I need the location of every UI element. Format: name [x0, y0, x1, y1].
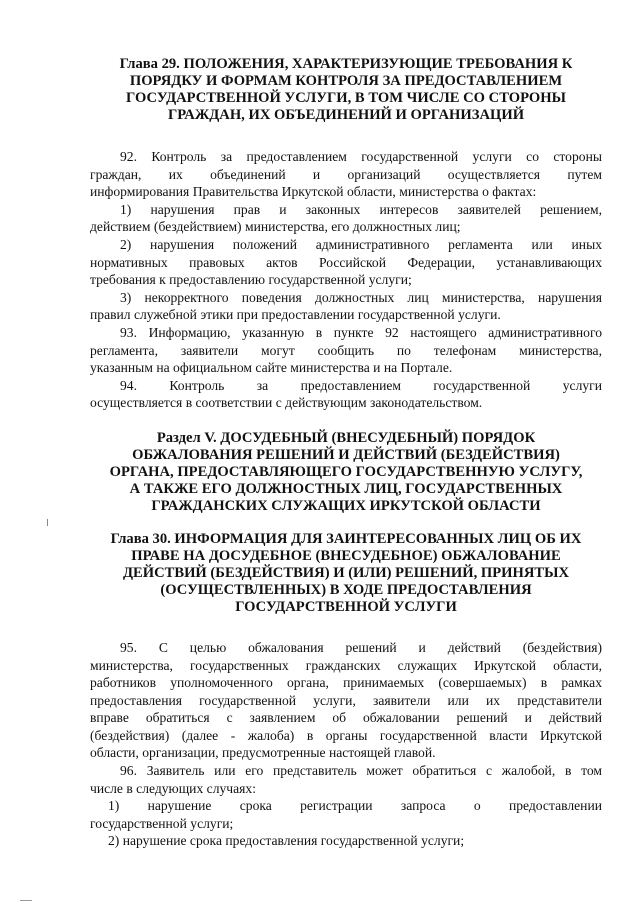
heading-line: ГРАЖДАНСКИХ СЛУЖАЩИХ ИРКУТСКОЙ ОБЛАСТИ [151, 497, 541, 514]
text-line: 93. Информацию, указанную в пункте 92 настоящего административного [120, 324, 602, 340]
text-line: 3) некорректного поведения должностных лиц министерства, нарушения [120, 289, 602, 305]
text-line: требования к предоставлению государственной услуги; [90, 272, 412, 288]
paragraph-92 [90, 148, 602, 201]
text-line: 95. С целью обжалования решений и действий (бездействия) [120, 639, 602, 655]
text-line: вправе обратиться с заявлением об обжаловании решений и действий [90, 710, 602, 726]
text-line: нормативных правовых актов Российской Федерации, устанавливающих [90, 254, 602, 270]
text-line: граждан, их объединений и организаций осуществляется путем [90, 166, 602, 182]
paragraph-93 [90, 324, 602, 377]
text-line: 1) нарушение срока регистрации запроса о предоставлении [108, 798, 602, 814]
heading-line: ГОСУДАРСТВЕННОЙ УСЛУГИ, В ТОМ ЧИСЛЕ СО СТОРОНЫ [126, 90, 566, 106]
text-line: 94. Контроль за предоставлением государственной услуги [120, 377, 602, 393]
text-line: правил служебной этики при предоставлении государственной услуги. [90, 307, 501, 323]
section-5-heading [90, 430, 602, 515]
text-line: работников уполномоченного органа, принимаемых (совершаемых) в рамках [90, 675, 602, 691]
text-line: 1) нарушения прав и законных интересов заявителей решением, [120, 201, 602, 217]
text-line: действием (бездействием) министерства, его должностных лиц; [90, 219, 461, 235]
paragraph-92-item-3 [90, 289, 602, 324]
paragraph-96 [90, 762, 602, 797]
heading-line: ГРАЖДАН, ИХ ОБЪЕДИНЕНИЙ И ОРГАНИЗАЦИЙ [167, 107, 525, 123]
text-line: области, организации, предусмотренные настоящей главой. [90, 745, 436, 761]
heading-line: Раздел V. ДОСУДЕБНЫЙ (ВНЕСУДЕБНЫЙ) ПОРЯДОК [156, 429, 536, 446]
paragraph-95 [90, 639, 602, 762]
text-line: министерства, государственных гражданских служащих Иркутской области, [90, 657, 602, 673]
text-line: числе в следующих случаях: [90, 780, 256, 796]
text-line: информирования Правительства Иркутской области, министерства о фактах: [90, 184, 537, 200]
heading-line: ОРГАНА, ПРЕДОСТАВЛЯЮЩЕГО ГОСУДАРСТВЕННУЮ УСЛУГУ, [109, 463, 583, 480]
heading-line: ДЕЙСТВИЙ (БЕЗДЕЙСТВИЯ) И (ИЛИ) РЕШЕНИЙ, ПРИНЯТЫХ [122, 564, 570, 581]
text-line: 2) нарушение срока предоставления государственной услуги; [108, 833, 465, 849]
text-line: 2) нарушения положений административного регламента или иных [120, 236, 602, 252]
paragraph-96-item-1 [90, 797, 602, 832]
text-line: регламента, заявители могут сообщить по телефонам министерства, [90, 342, 602, 358]
text-line: предоставления государственной услуги, заявители или их представители [90, 692, 602, 708]
text-line: 92. Контроль за предоставлением государственной услуги со стороны [120, 149, 602, 164]
heading-line: Глава 30. ИНФОРМАЦИЯ ДЛЯ ЗАИНТЕРЕСОВАННЫХ ЛИЦ ОБ ИХ [110, 530, 582, 547]
document-page [90, 56, 602, 850]
paragraph-92-item-2 [90, 236, 602, 289]
text-line: (бездействия) (далее - жалоба) в органы государственной власти Иркутской [90, 727, 602, 743]
text-line: указанным на официальном сайте министерства и на Портале. [90, 360, 453, 376]
paragraph-94 [90, 377, 602, 412]
heading-line: ПОРЯДКУ И ФОРМАМ КОНТРОЛЯ ЗА ПРЕДОСТАВЛЕНИЕМ [129, 73, 563, 89]
scan-mark [20, 900, 32, 901]
heading-line: ПРАВЕ НА ДОСУДЕБНОЕ (ВНЕСУДЕБНОЕ) ОБЖАЛОВАНИЕ [131, 547, 561, 564]
margin-tick [47, 519, 48, 526]
heading-line: ГОСУДАРСТВЕННОЙ УСЛУГИ [235, 598, 457, 615]
paragraph-92-item-1 [90, 201, 602, 236]
chapter-30-heading [90, 531, 602, 616]
text-line: 96. Заявитель или его представитель может обратиться с жалобой, в том [120, 763, 602, 779]
heading-line: А ТАКЖЕ ЕГО ДОЛЖНОСТНЫХ ЛИЦ, ГОСУДАРСТВЕННЫХ [129, 480, 563, 497]
heading-line: ОБЖАЛОВАНИЯ РЕШЕНИЙ И ДЕЙСТВИЙ (БЕЗДЕЙСТВИЯ) [132, 446, 560, 463]
text-line: государственной услуги; [90, 815, 234, 831]
heading-line: (ОСУЩЕСТВЛЕННЫХ) В ХОДЕ ПРЕДОСТАВЛЕНИЯ [160, 581, 532, 598]
paragraph-96-item-2 [90, 832, 602, 850]
text-line: осуществляется в соответствии с действующим законодательством. [90, 395, 483, 411]
chapter-29-heading [90, 56, 602, 124]
heading-line: Глава 29. ПОЛОЖЕНИЯ, ХАРАКТЕРИЗУЮЩИЕ ТРЕБОВАНИЯ К [119, 56, 573, 72]
